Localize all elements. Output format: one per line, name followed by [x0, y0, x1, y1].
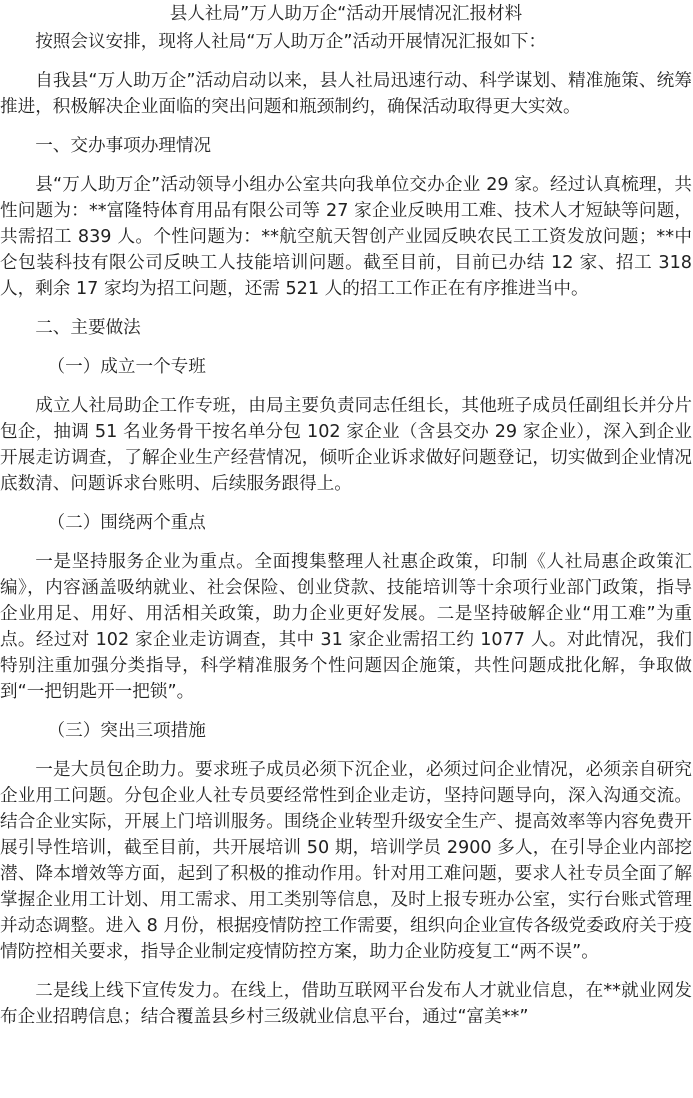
document-title: 县人社局”万人助万企“活动开展情况汇报材料 — [169, 4, 523, 24]
section-heading-2: 二、主要做法 — [35, 318, 141, 338]
document-page — [0, 1, 693, 1030]
measure-one-paragraph: 一是大员包企助力。要求班子成员必须下沉企业，必须过问企业情况，必须亲自研究企业用工问题。分包企业人社专员要经常性到企业走访，坚持问题导向，深入沟通交流。结合企业实际，开展上门培训服务。围绕企业转型升级安全生产、提高效率等内容免费开展引导性培训，截至目前，共开展培训 50 期，培训学员 2900 多人，在引导企业内部挖潜、降本增效等方面，起到了积极的推动作用。针对用工难问题，要求人社专员全面了解掌握企业用工计划、用工需求、用工类别等信息，及时上报专班办公室，实行台账式管理并动态调整。进入 8 月份，根据疫情防控工作需要，组织向企业宣传各级党委政府关于疫情防控相关要求，指导企业制定疫情防控方案，助力企业防疫复工“两不误”。 — [0, 760, 692, 962]
subsection-heading-3: （三）突出三项措施 — [47, 721, 206, 741]
task-force-paragraph: 成立人社局助企工作专班，由局主要负责同志任组长，其他班子成员任副组长并分片包企，抽调 51 名业务骨干按名单分包 102 家企业（含县交办 29 家企业），深入到企业开展走访调查，了解企业生产经营情况，倾听企业诉求做好问题登记，切实做到企业情况底数清、问题诉求台账明、后续服务跟得上。 — [0, 396, 692, 494]
section-heading-1: 一、交办事项办理情况 — [35, 136, 212, 156]
measure-two-paragraph: 二是线上线下宣传发力。在线上，借助互联网平台发布人才就业信息，在**就业网发布企业招聘信息；结合覆盖县乡村三级就业信息平台，通过“富美**” — [0, 981, 692, 1027]
two-priorities-paragraph: 一是坚持服务企业为重点。全面搜集整理人社惠企政策，印制《人社局惠企政策汇编》，内容涵盖吸纳就业、社会保险、创业贷款、技能培训等十余项行业部门政策，指导企业用足、用好、用活相关政策，助力企业更好发展。二是坚持破解企业“用工难”为重点。经过对 102 家企业走访调查，其中 31 家企业需招工约 1077 人。对此情况，我们特别注重加强分类指导，科学精准服务个性问题因企施策，共性问题成批化解，争取做到“一把钥匙开一把锁”。 — [0, 552, 692, 702]
subsection-heading-1: （一）成立一个专班 — [47, 357, 206, 377]
intro-paragraph: 按照会议安排，现将人社局“万人助万企”活动开展情况汇报如下： — [35, 32, 547, 52]
assigned-matters-paragraph: 县“万人助万企”活动领导小组办公室共向我单位交办企业 29 家。经过认真梳理，共性问题为：**富隆特体育用品有限公司等 27 家企业反映用工难、技术人才短缺等问题，共需招工 839 人。个性问题为：**航空航天智创产业园反映农民工工资发放问题；**中仑包装科技有限公司反映工人技能培训问题。截至目前，目前已办结 12 家、招工 318 人，剩余 17 家均为招工问题，还需 521 人的招工工作正在有序推进当中。 — [0, 175, 692, 299]
overview-paragraph: 自我县“万人助万企”活动启动以来，县人社局迅速行动、科学谋划、精准施策、统筹推进，积极解决企业面临的突出问题和瓶颈制约，确保活动取得更大实效。 — [0, 71, 692, 117]
subsection-heading-2: （二）围绕两个重点 — [47, 513, 206, 533]
